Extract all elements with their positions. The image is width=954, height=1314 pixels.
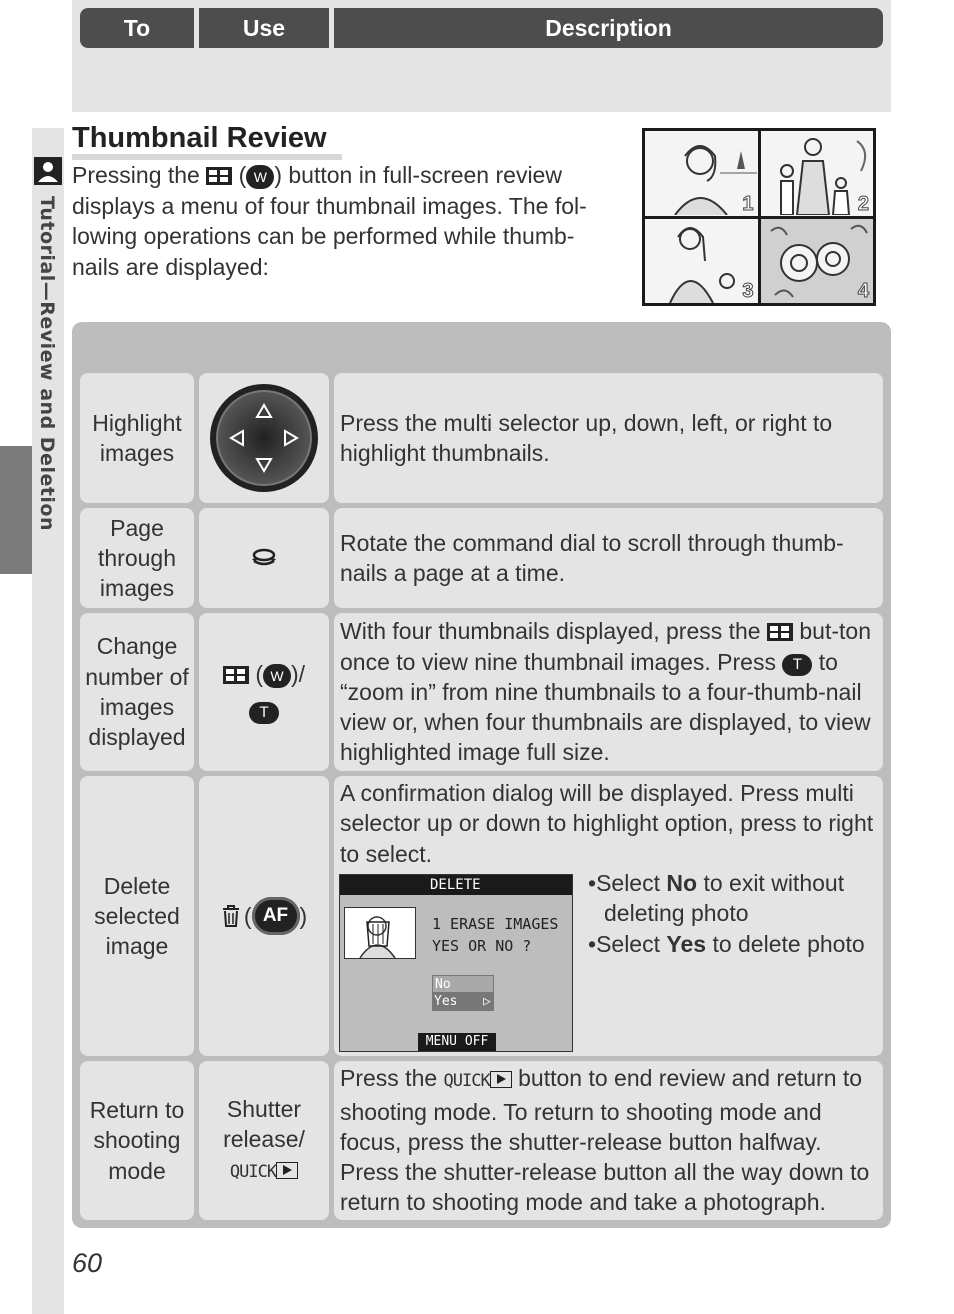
zoom-out-w-icon: W [263, 664, 291, 688]
play-icon [276, 1162, 298, 1179]
row-change-to: Change number of images displayed [80, 613, 194, 771]
row-delete-to: Delete selected image [80, 776, 194, 1056]
flowers-illustration [761, 219, 873, 303]
bullet-yes: •Select Yes to delete photo [588, 930, 865, 957]
woman-portrait-illustration [645, 131, 757, 215]
intro-paragraph: Pressing the ( W ) button in full-screen review displays a menu of four thumbnail images. The fol-lowing operations can be performed while thumb-nails are displayed: [72, 162, 587, 280]
row-return-use: Shutter release/ QUICK [199, 1061, 329, 1220]
dialog-title: DELETE [340, 875, 572, 895]
row-return-to: Return to shooting mode [80, 1061, 194, 1220]
thumbnail-2 [761, 131, 874, 216]
row-return-description: Press the QUICK button to end review and return to shooting mode. To return to shooting mode and focus, press the shutter-release button halfway. Press the shutter-release button all the way down to return to shooting mode and take a photograph. [334, 1061, 883, 1220]
intro-text-1: Pressing the [72, 162, 200, 188]
intro-text-2: button in full-screen review displays a menu of four thumbnail images. The fol-lowing operations can be performed while thumb-nails are displayed: [72, 162, 587, 280]
tutorial-icon [33, 156, 63, 186]
row-highlight-use [199, 373, 329, 503]
delete-options-list [588, 868, 878, 959]
page-number: 60 [72, 1248, 103, 1278]
command-dial-icon [250, 547, 278, 569]
row-highlight-description: Press the multi selector up, down, left, or right to highlight thumbnails. [334, 373, 883, 503]
header-to: To [80, 8, 194, 48]
dialog-option-no[interactable]: No [432, 975, 494, 993]
family-illustration [761, 131, 873, 215]
thumbnail-number: 3 [742, 280, 754, 302]
row-change-use [199, 613, 329, 771]
thumbnail-icon [767, 623, 793, 641]
af-button-icon: AF [252, 897, 300, 935]
section-label: Tutorial—Review and Deletion [36, 196, 58, 532]
row-highlight-to: Highlight images [80, 373, 194, 503]
row-page-to: Page through images [80, 508, 194, 608]
header-description: Description [334, 8, 883, 48]
thumbnail-icon [206, 167, 232, 185]
thumbnail-1 [645, 131, 758, 216]
girl-illustration [645, 219, 757, 303]
thumbnail-number: 4 [857, 280, 869, 302]
zoom-in-t-icon: T [249, 702, 279, 724]
zoom-out-w-icon: W [246, 165, 274, 189]
thumbnail-4 [761, 219, 874, 304]
dialog-message: 1 ERASE IMAGES YES OR NO ? [432, 915, 559, 955]
section-tab [0, 446, 32, 574]
bullet-no: •Select No to exit without deleting photo [588, 870, 845, 927]
dialog-thumbnail [344, 907, 416, 959]
row-change-description: With four thumbnails displayed, press the but-ton once to view nine thumbnail images. Press T to “zoom in” from nine thumbnails to a four-thumb-nail view or, when four thumbnails are displayed, to view highlighted image full size. [334, 613, 883, 771]
zoom-button-group: ( W )/ [223, 659, 305, 689]
play-icon [490, 1071, 512, 1088]
row-delete-use: ( AF ) [199, 776, 329, 1056]
thumbnail-preview [642, 128, 876, 306]
trash-icon [221, 904, 241, 928]
dialog-option-yes[interactable]: Yes ▷ [432, 993, 494, 1011]
row-page-use [199, 508, 329, 608]
thumbnail-icon [223, 666, 249, 684]
multi-selector-icon [209, 383, 319, 493]
quick-play-button: QUICK [230, 1154, 298, 1187]
zoom-in-group [249, 695, 279, 725]
delete-dialog-screenshot [339, 874, 573, 1052]
arrow-right-icon: ▷ [483, 994, 491, 1009]
header-use: Use [199, 8, 329, 48]
row-page-description: Rotate the command dial to scroll through thumb-nails a page at a time. [334, 508, 883, 608]
deleted-image-illustration [345, 908, 415, 958]
thumbnail-number: 1 [742, 192, 754, 215]
page-title: Thumbnail Review [72, 122, 327, 154]
thumbnail-number: 2 [857, 192, 869, 215]
thumbnail-3 [645, 219, 758, 304]
zoom-in-t-icon: T [782, 654, 812, 676]
row-delete-description: A confirmation dialog will be displayed. Press multi selector up or down to highlight option, press to right to select. [334, 776, 883, 1056]
dialog-footer: MENU OFF [418, 1033, 496, 1051]
